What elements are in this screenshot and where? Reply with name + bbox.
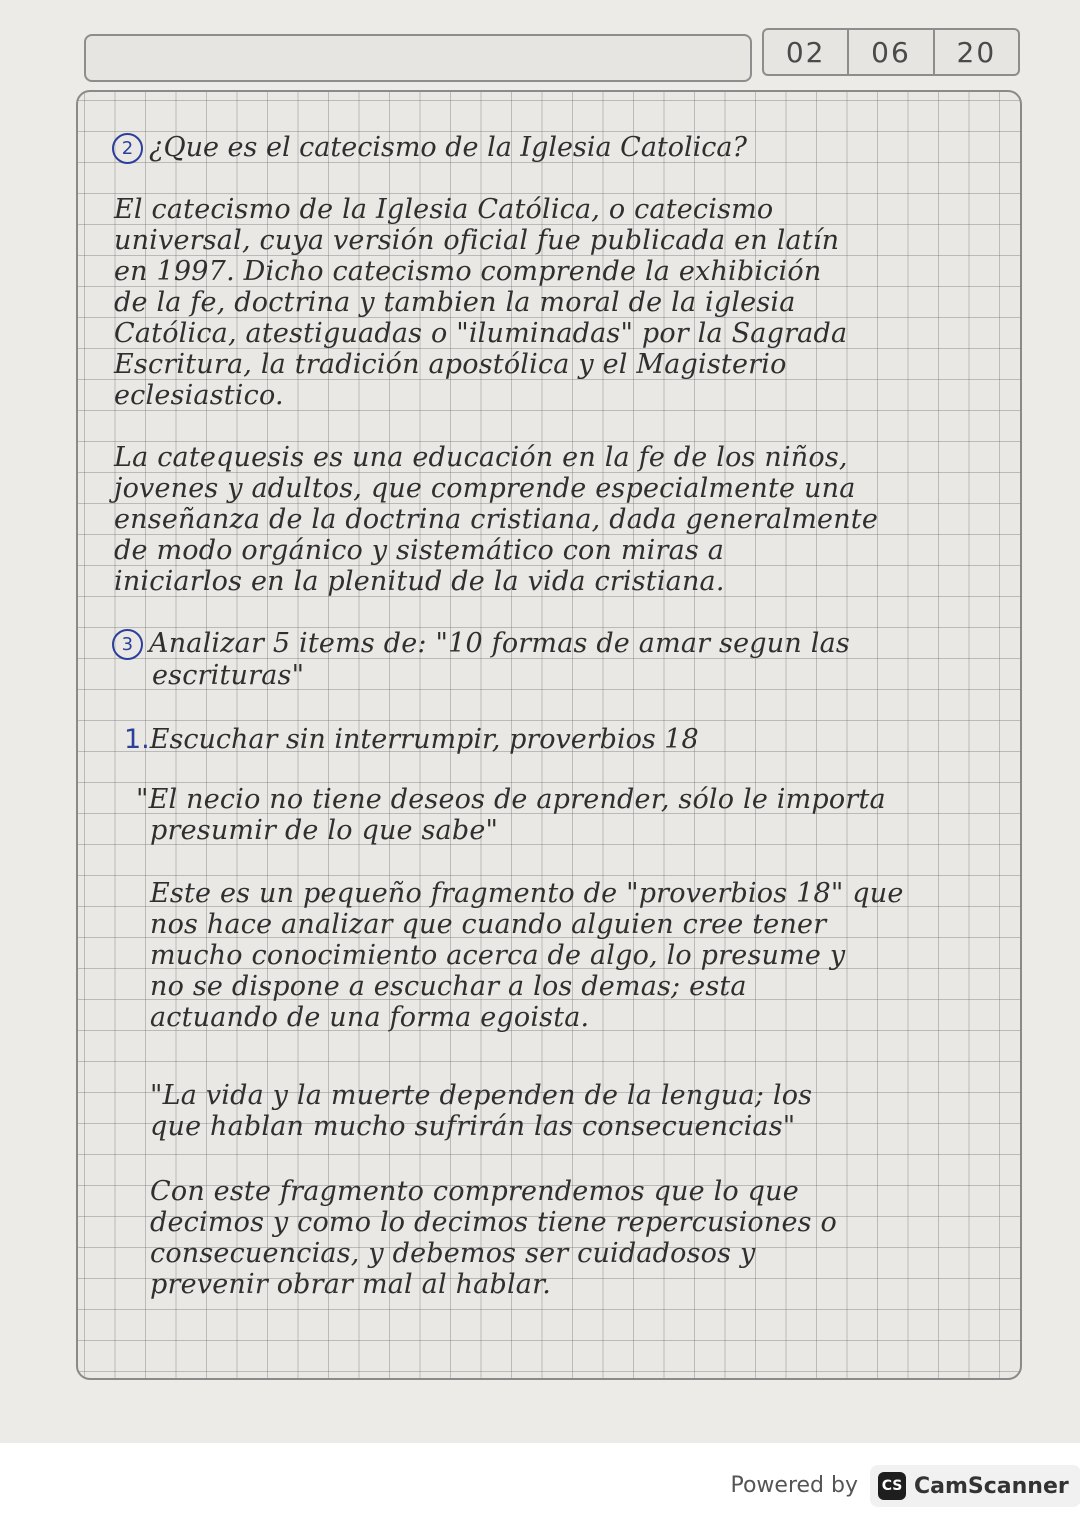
item-1-number: 1.	[124, 724, 150, 755]
text-line: de la fe, doctrina y tambien la moral de la iglesia	[114, 287, 796, 318]
date-box	[762, 28, 1020, 76]
text-line: nos hace analizar que cuando alguien cree tener	[150, 909, 827, 940]
question-3-heading	[112, 628, 850, 691]
text-line: consecuencias, y debemos ser cuidadosos y	[150, 1238, 756, 1269]
camscanner-logo-icon: CS	[878, 1472, 906, 1500]
text-line: enseñanza de la doctrina cristiana, dada generalmente	[114, 504, 879, 535]
text-line: prevenir obrar mal al hablar.	[150, 1269, 552, 1300]
text-line: "La vida y la muerte dependen de la lengua; los	[150, 1080, 813, 1111]
text-line: decimos y como lo decimos tiene repercusiones o	[150, 1207, 837, 1238]
text-line: que hablan mucho sufrirán las consecuencias"	[150, 1111, 796, 1142]
question-2-number: 2	[112, 133, 143, 164]
item-1-title	[124, 724, 699, 755]
text-line: "El necio no tiene deseos de aprender, sólo le importa	[136, 784, 886, 815]
date-year: 20	[933, 30, 1018, 74]
text-line: Este es un pequeño fragmento de "proverbios 18" que	[150, 878, 904, 909]
text-line: iniciarlos en la plenitud de la vida cristiana.	[114, 566, 725, 597]
item-1-text: Escuchar sin interrumpir, proverbios 18	[149, 724, 699, 755]
date-day: 02	[785, 35, 826, 69]
question-2-text: ¿Que es el catecismo de la Iglesia Catolica?	[149, 132, 747, 163]
text-line: universal, cuya versión oficial fue publicada en latín	[114, 225, 840, 256]
analysis-2	[150, 1176, 837, 1300]
text-line: no se dispone a escuchar a los demas; esta	[150, 971, 747, 1002]
quote-2	[150, 1080, 812, 1142]
text-line: jovenes y adultos, que comprende especialmente una	[114, 473, 856, 504]
analysis-1	[150, 878, 904, 1033]
powered-by-label: Powered by	[730, 1473, 858, 1498]
grid-paper	[76, 90, 1022, 1380]
quote-1	[136, 784, 886, 846]
text-line: Católica, atestiguadas o "iluminadas" por la Sagrada	[114, 318, 848, 349]
answer-2-paragraph-1	[114, 194, 847, 411]
text-line: presumir de lo que sabe"	[150, 815, 499, 846]
text-line: de modo orgánico y sistemático con miras a	[114, 535, 725, 566]
title-box	[84, 34, 752, 82]
scanner-footer	[0, 1443, 1080, 1528]
text-line: La catequesis es una educación en la fe de los niños,	[114, 442, 848, 473]
text-line: El catecismo de la Iglesia Católica, o catecismo	[114, 194, 774, 225]
text-line: mucho conocimiento acerca de algo, lo presume y	[150, 940, 846, 971]
answer-2-paragraph-2	[114, 442, 878, 597]
text-line: en 1997. Dicho catecismo comprende la exhibición	[114, 256, 822, 287]
text-line: actuando de una forma egoista.	[150, 1002, 590, 1033]
text-line: Con este fragmento comprendemos que lo que	[150, 1176, 799, 1207]
text-line: eclesiastico.	[114, 380, 284, 411]
camscanner-brand-name: CamScanner	[914, 1473, 1069, 1499]
question-3-text: Analizar 5 items de: "10 formas de amar segun las	[149, 628, 850, 659]
question-3-number: 3	[112, 629, 143, 660]
camscanner-badge	[870, 1465, 1080, 1507]
date-month: 06	[847, 30, 932, 74]
text-line: Escritura, la tradición apostólica y el Magisterio	[114, 349, 787, 380]
question-2-heading	[112, 132, 747, 164]
text-line: escrituras"	[152, 660, 305, 691]
text-line	[112, 628, 850, 660]
